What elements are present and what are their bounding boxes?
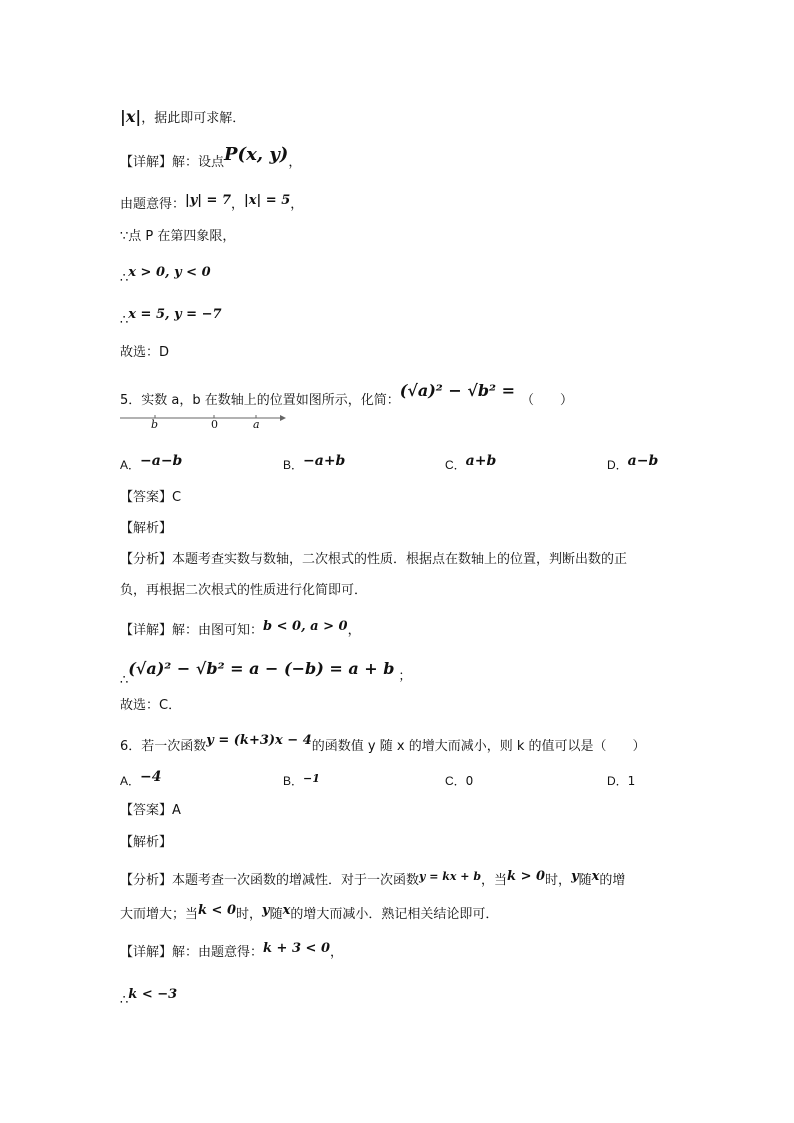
q5-stem-math: (√a)² − √b² = bbox=[399, 381, 516, 400]
q6-option-a: A．−4 bbox=[120, 769, 162, 788]
q6-last: ∴k < −3 bbox=[120, 987, 178, 1008]
q6-option-b: B．−1 bbox=[283, 772, 320, 788]
q6-analysis-line-2: 大而增大；当k < 0时，y随x的增大而减小．熟记相关结论即可． bbox=[120, 903, 499, 922]
q6-stem-math: y = (k+3)x − 4 bbox=[206, 733, 312, 748]
q5-option-a: A．−a−b bbox=[120, 453, 183, 472]
q4-choose: 故选：D bbox=[120, 345, 170, 360]
q5-calc: ∴(√a)² − √b² = a − (−b) = a + b ； bbox=[120, 659, 412, 688]
q6-analysis-line-1: 【分析】本题考查一次函数的增减性．对于一次函数$^{y = kx + b}$，当k > 0时，y随x的增 bbox=[120, 869, 626, 888]
q4-line-6: ∴x = 5, y = −7 bbox=[120, 307, 222, 328]
q6-option-d: D．1 bbox=[607, 774, 636, 788]
q4-line-4: ∵点 P 在第四象限， bbox=[120, 229, 236, 244]
q5-analysis-line-2: 负，再根据二次根式的性质进行化简即可． bbox=[120, 583, 368, 598]
q6-analysis-title: 【解析】 bbox=[120, 835, 173, 850]
number-line bbox=[120, 414, 290, 434]
q5-answer: 【答案】C bbox=[120, 490, 182, 505]
q4-line-3: 由题意得：|y| = 7，|x| = 5， bbox=[120, 193, 304, 212]
q6-answer: 【答案】A bbox=[120, 803, 181, 818]
abs-x-math: |x| bbox=[120, 107, 142, 126]
q5-option-c: C．a+b bbox=[445, 453, 497, 472]
q6-stem: 6．若一次函数y = (k+3)x − 4的函数值 y 随 x 的增大而减小，则 k 的值可以是（ ） bbox=[120, 733, 646, 754]
q5-choose: 故选：C． bbox=[120, 698, 182, 713]
q5-option-d: D．a−b bbox=[607, 453, 659, 472]
q5-analysis-line-1: 【分析】本题考查实数与数轴，二次根式的性质．根据点在数轴上的位置，判断出数的正 bbox=[120, 552, 628, 567]
q4-line-5: ∴x > 0, y < 0 bbox=[120, 265, 211, 286]
q6-option-c: C．0 bbox=[445, 774, 474, 788]
number-line-b: b bbox=[151, 418, 159, 431]
q4-line-1: |x|，据此即可求解． bbox=[120, 107, 246, 126]
number-line-axis bbox=[120, 414, 290, 424]
number-line-a: a bbox=[253, 418, 260, 431]
q4-line-2: 【详解】解：设点P(x, y)， bbox=[120, 144, 302, 170]
q5-option-b: B．−a+b bbox=[283, 453, 346, 472]
q5-stem: 5．实数 a，b 在数轴上的位置如图所示，化简：(√a)² − √b² =（ ） bbox=[120, 381, 574, 408]
point-p-math: P(x, y) bbox=[224, 144, 289, 165]
number-line-zero: 0 bbox=[211, 418, 218, 431]
q6-detail: 【详解】解：由题意得：k + 3 < 0， bbox=[120, 941, 344, 960]
q5-analysis-title: 【解析】 bbox=[120, 521, 173, 536]
q5-detail: 【详解】解：由图可知：b < 0, a > 0， bbox=[120, 619, 361, 638]
